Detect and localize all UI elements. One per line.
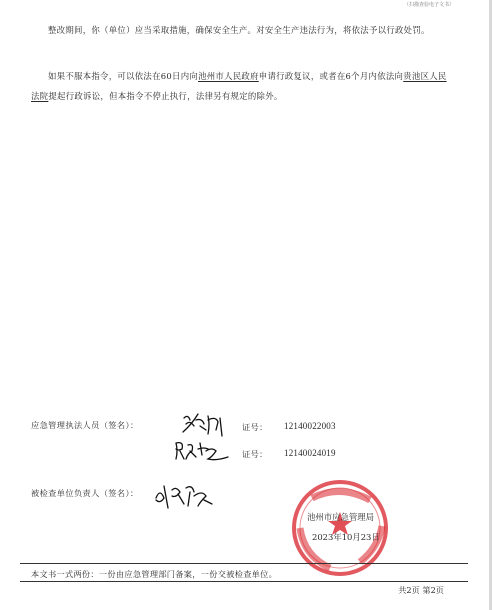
cert-label-1: 证号：	[242, 422, 268, 432]
cert-number-1: 12140022003	[284, 421, 336, 431]
footer-note: 本文书一式两份：一份由应急管理部门备案，一份交被检查单位。	[31, 569, 278, 579]
rectification-text: 整改期间，你（单位）应当采取措施，确保安全生产。对安全生产违法行为，将依法予以行政处罚。	[48, 25, 430, 35]
responsible-signature	[150, 480, 220, 510]
appeal-text-1: 如果不服本指令，可以依法在60日内向	[48, 71, 199, 81]
rectification-paragraph	[31, 20, 449, 40]
footer-rule-bottom	[20, 581, 468, 582]
inspector-label: 应急管理执法人员（签名）：	[31, 420, 139, 430]
page-counter: 共2页 第2页	[398, 585, 444, 595]
gov-name: 池州市人民政府	[198, 71, 259, 81]
responsible-label: 被检查单位负责人（签名）：	[31, 488, 139, 498]
cert-number-2: 12140024019	[284, 448, 336, 458]
issue-date: 2023年10月23日	[312, 532, 380, 542]
cert-label-2: 证号：	[242, 449, 268, 459]
inspector-signature-2	[172, 437, 234, 463]
appeal-paragraph	[31, 66, 449, 106]
inspector-signature-1	[180, 410, 230, 438]
scan-note: （扫描查验电子文书）	[403, 2, 454, 8]
issuer-name: 池州市应急管理局	[307, 512, 374, 522]
footer-rule-top	[20, 563, 468, 564]
court-name: 贵池区人民法院	[31, 71, 447, 101]
appeal-text-2: 申请行政复议，或者在6个月内依法向	[258, 71, 404, 81]
appeal-text-3: 提起行政诉讼，但本指令不停止执行，法律另有规定的除外。	[48, 91, 283, 101]
